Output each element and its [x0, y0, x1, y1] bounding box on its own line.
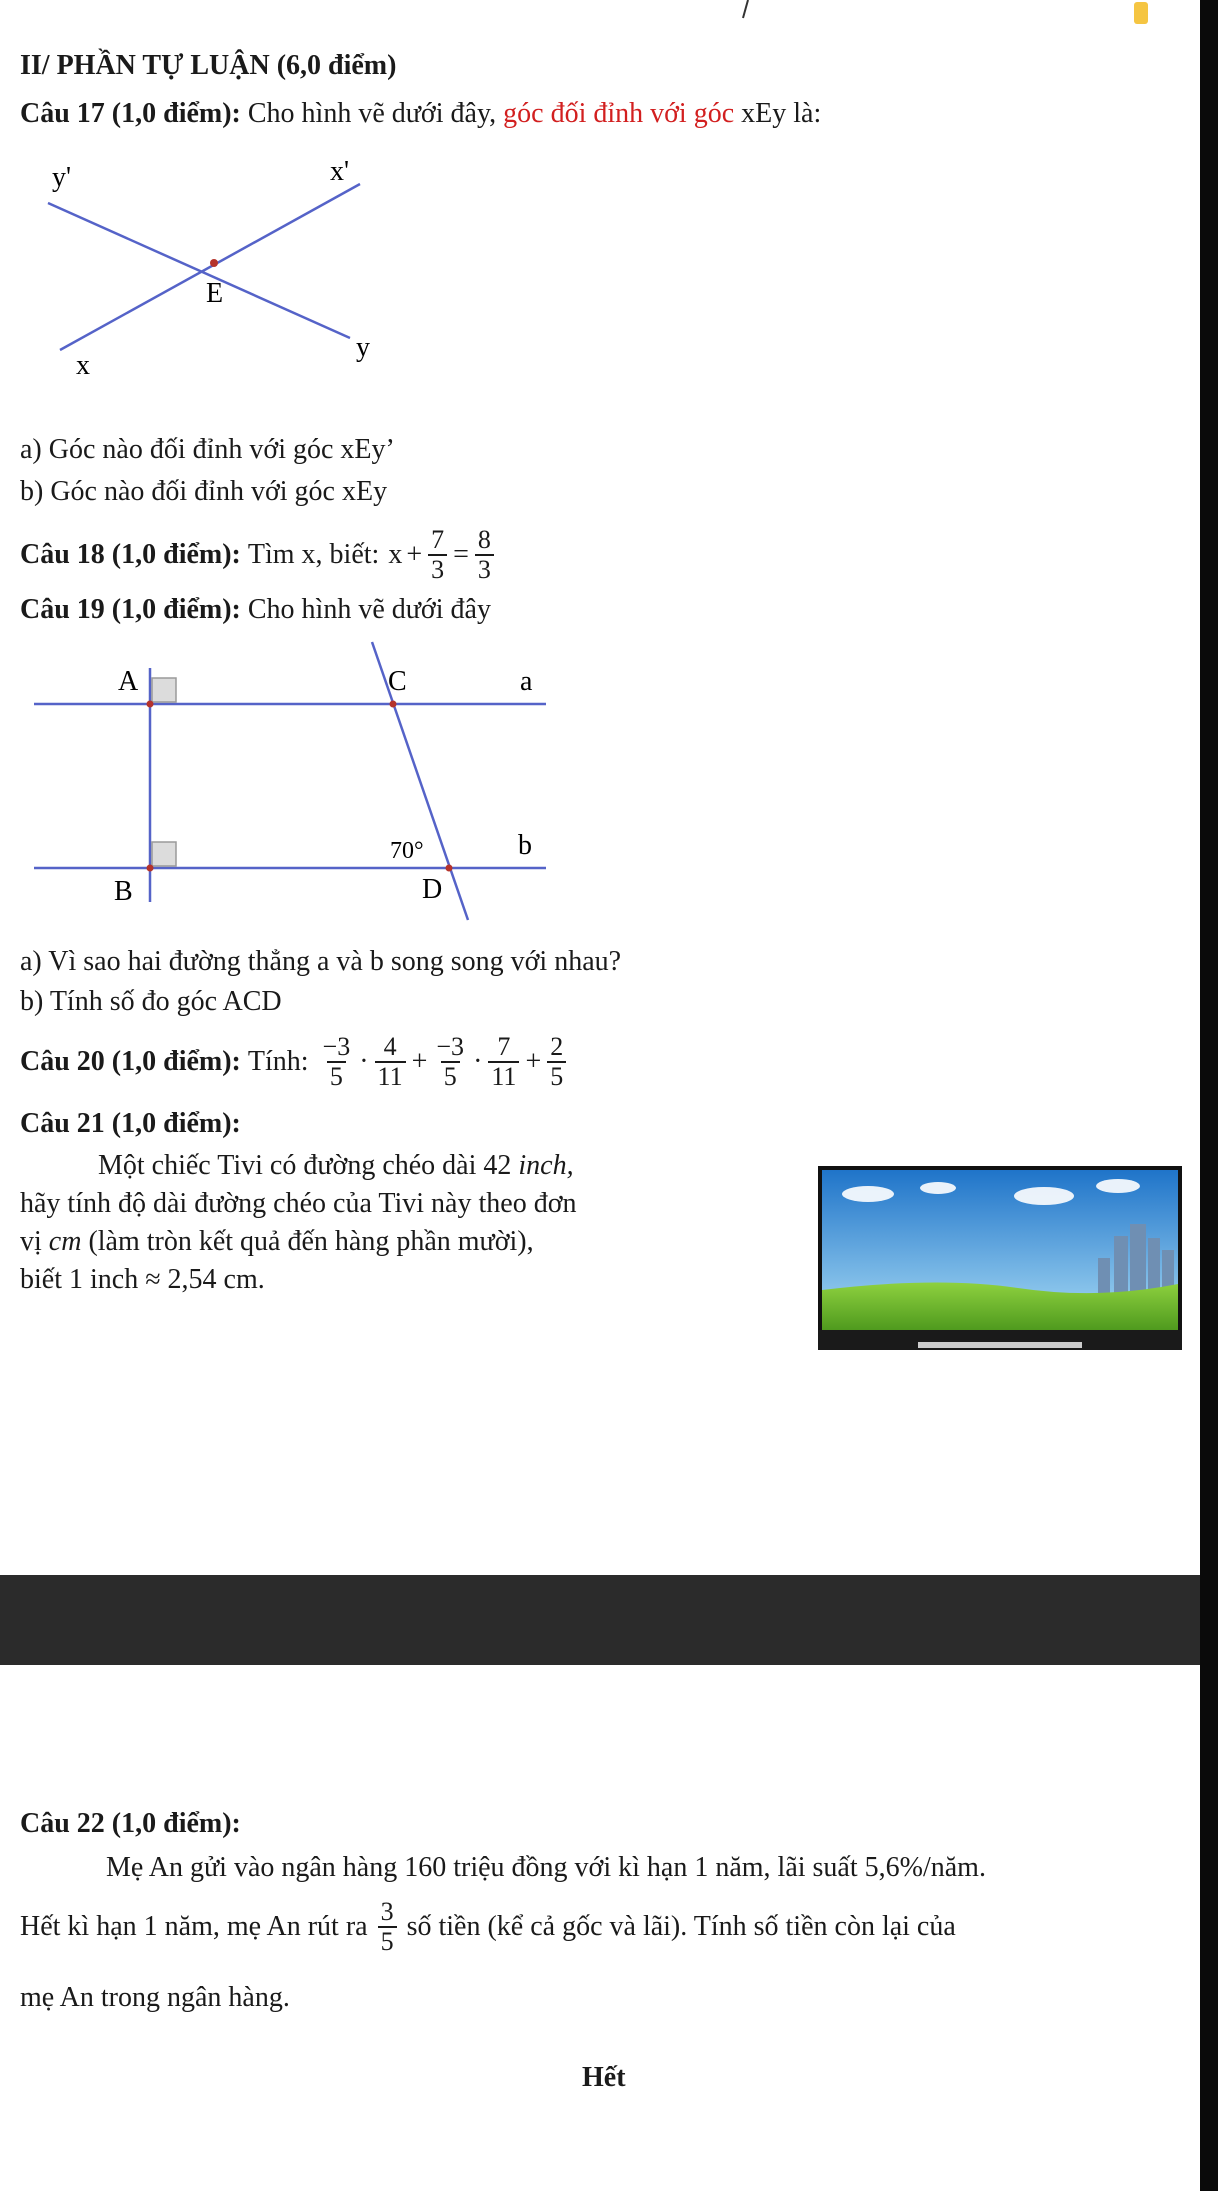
q18-eq: = — [453, 539, 469, 570]
q19-line — [20, 592, 491, 628]
q19-text: Cho hình vẽ dưới đây — [247, 594, 491, 625]
label-b-point: B — [114, 876, 133, 907]
q17-b: b) Góc nào đối đỉnh với góc xEy — [20, 476, 388, 507]
q18-frac1: $\frac{7}{3}$ — [428, 526, 447, 584]
q21-l3: vị cm (làm tròn kết quả đến hàng phần mười), — [20, 1226, 534, 1257]
q21-l1: Một chiếc Tivi có đường chéo dài 42 inch, — [98, 1150, 574, 1181]
q22-l3: mẹ An trong ngân hàng. — [20, 1982, 290, 2013]
end-marker: Hết — [582, 2062, 626, 2093]
tv-image — [818, 1166, 1182, 1350]
line-x-xprime — [60, 184, 360, 350]
section-title: II/ PHẦN TỰ LUẬN (6,0 điểm) — [20, 50, 397, 81]
q19-a: a) Vì sao hai đường thẳng a và b song song với nhau? — [20, 946, 622, 977]
q18-frac2: $\frac{8}{3}$ — [475, 526, 494, 584]
q21-l2: hãy tính độ dài đường chéo của Tivi này theo đơn — [20, 1188, 577, 1219]
q20-line — [20, 1024, 570, 1100]
q18-line — [20, 522, 498, 588]
q19-label: Câu 19 (1,0 điểm): — [20, 594, 241, 625]
q17-text-tail: xEy là: — [734, 98, 822, 129]
top-stroke — [740, 0, 760, 20]
label-d-point: D — [422, 874, 443, 905]
label-x: x — [76, 350, 90, 381]
label-e: E — [206, 278, 224, 309]
q20-dot2: · — [473, 1046, 483, 1077]
q18-plus: + — [406, 539, 423, 570]
q22-l1: Mẹ An gửi vào ngân hàng 160 triệu đồng với kì hạn 1 năm, lãi suất 5,6%/năm. — [106, 1852, 986, 1883]
label-x-prime: x' — [330, 156, 350, 187]
line-yprime-y — [48, 203, 350, 338]
q18-var: x — [388, 539, 403, 570]
q17-a: a) Góc nào đối đỉnh với góc xEy’ — [20, 434, 395, 465]
q22-l2: Hết kì hạn 1 năm, mẹ An rút ra $\frac{3}{5}$ số tiền (kể cả gốc và lãi). Tính số tiền còn lại của — [20, 1897, 956, 1956]
q20-plus1: + — [411, 1046, 428, 1077]
q17-figure — [0, 150, 420, 390]
label-c-point: C — [388, 666, 407, 697]
q20-plus2: + — [525, 1046, 542, 1077]
right-angle-b — [152, 842, 176, 866]
q17-line — [20, 96, 821, 132]
q17-text-red: góc đối đỉnh với góc — [503, 98, 735, 129]
right-angle-a — [152, 678, 176, 702]
q20-label: Câu 20 (1,0 điểm): — [20, 1046, 241, 1077]
point-b — [147, 865, 154, 872]
label-a-point: A — [118, 666, 139, 697]
point-e — [210, 259, 218, 267]
q19-figure — [0, 640, 580, 930]
q21-l4: biết 1 inch ≈ 2,54 cm. — [20, 1264, 265, 1295]
point-d — [446, 865, 453, 872]
dark-band — [0, 1575, 1200, 1665]
line-cd — [372, 642, 468, 920]
q18-text: Tìm x, biết: — [247, 539, 380, 570]
q20-frac5: $\frac{2}{5}$ — [547, 1033, 566, 1091]
q20-dot1: · — [359, 1046, 369, 1077]
point-a — [147, 701, 154, 708]
label-line-a: a — [520, 666, 533, 697]
q17-text: Cho hình vẽ dưới đây, — [247, 98, 497, 129]
top-marker — [1134, 2, 1148, 24]
q20-frac4: $\frac{7}{11}$ — [488, 1033, 519, 1091]
point-c — [390, 701, 397, 708]
q20-frac3: $\frac{-3}{5}$ — [436, 1032, 465, 1091]
q20-text: Tính: — [247, 1046, 309, 1077]
right-edge-bar — [1200, 0, 1218, 2191]
label-y: y — [356, 332, 370, 363]
label-angle-70: 70° — [390, 838, 424, 864]
q18-label: Câu 18 (1,0 điểm): — [20, 539, 241, 570]
q20-frac2: $\frac{4}{11}$ — [375, 1033, 406, 1091]
q20-frac1: $\frac{-3}{5}$ — [322, 1032, 351, 1091]
q22-frac: $\frac{3}{5}$ — [378, 1898, 397, 1956]
q21-label: Câu 21 (1,0 điểm): — [20, 1108, 241, 1139]
label-y-prime: y' — [52, 162, 72, 193]
q17-label: Câu 17 (1,0 điểm): — [20, 98, 241, 129]
label-line-b: b — [518, 830, 532, 861]
q22-label: Câu 22 (1,0 điểm): — [20, 1808, 241, 1839]
q19-b: b) Tính số đo góc ACD — [20, 986, 282, 1017]
